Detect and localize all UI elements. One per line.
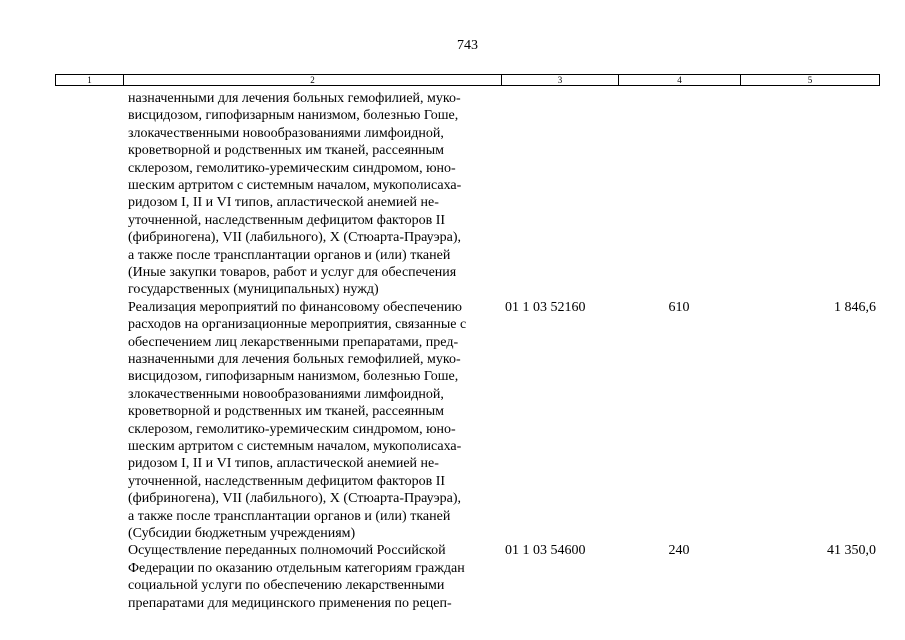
table-row (0, 299, 905, 543)
row-name-line: Осуществление переданных полномочий Российской (128, 543, 446, 559)
row-name-line: Федерации по оказанию отдельным категориям граждан (128, 560, 465, 576)
row-name-line: а также после трансплантации органов и (или) тканей (128, 247, 451, 263)
column-header-row (56, 75, 880, 86)
row-expense-type-cell: 240 (668, 543, 690, 559)
row-name-line: уточненной, наследственным дефицитом факторов II (128, 473, 446, 489)
row-name-line: назначенными для лечения больных гемофилией, муко- (128, 91, 461, 106)
row-code-cell: 01 1 03 54600 (505, 543, 586, 559)
budget-table-body (0, 90, 905, 612)
row-name-line: государственных (муниципальных) нужд) (128, 282, 379, 298)
row-name-line: кроветворной и родственных им тканей, рассеянным (128, 143, 445, 159)
row-name-line: Реализация мероприятий по финансовому обеспечению (128, 299, 462, 315)
row-name-line: ридозом I, II и VI типов, апластической анемией не- (128, 456, 439, 472)
row-name-line: препаратами для медицинского применения по рецеп- (128, 595, 452, 611)
row-name-line: (Иные закупки товаров, работ и услуг для обеспечения (128, 265, 457, 281)
table-row (0, 90, 905, 299)
row-expense-type-cell: 610 (668, 299, 690, 315)
row-name-line: (фибриногена), VII (лабильного), X (Стюарта-Прауэра), (128, 230, 461, 246)
row-name-line: расходов на организационные мероприятия, связанные с (128, 317, 467, 333)
row-name-line: склерозом, гемолитико-уремическим синдромом, юно- (128, 421, 456, 437)
row-name-line: склерозом, гемолитико-уремическим синдромом, юно- (128, 160, 456, 176)
row-name-line: висцидозом, гипофизарным нанизмом, болезнью Гоше, (128, 369, 459, 385)
row-name-cell (128, 299, 500, 543)
column-header-table (55, 74, 880, 86)
row-name-line: обеспечением лиц лекарственными препаратами, пред- (128, 334, 459, 350)
row-name-line: шеским артритом с системным началом, мукополисаха- (128, 439, 462, 455)
row-name-cell (128, 90, 500, 299)
row-amount-cell: 41 350,0 (827, 543, 876, 559)
row-name-line: уточненной, наследственным дефицитом факторов II (128, 212, 446, 228)
row-name-line: злокачественными новообразованиями лимфоидной, (128, 386, 444, 402)
row-amount-cell: 1 846,6 (834, 299, 876, 315)
row-code-cell: 01 1 03 52160 (505, 299, 586, 315)
row-name-line: (фибриногена), VII (лабильного), X (Стюарта-Прауэра), (128, 491, 461, 507)
row-name-line: социальной услуги по обеспечению лекарственными (128, 578, 445, 594)
page-number: 743 (457, 38, 478, 53)
column-header-5: 5 (741, 75, 880, 86)
row-name-line: (Субсидии бюджетным учреждениям) (128, 526, 356, 542)
column-header-2: 2 (124, 75, 502, 86)
row-name-line: шеским артритом с системным началом, мукополисаха- (128, 178, 462, 194)
column-header-3: 3 (502, 75, 619, 86)
row-name-line: ридозом I, II и VI типов, апластической анемией не- (128, 195, 439, 211)
row-name-line: висцидозом, гипофизарным нанизмом, болезнью Гоше, (128, 108, 459, 124)
table-row (0, 542, 905, 612)
column-header-4: 4 (619, 75, 741, 86)
row-name-line: злокачественными новообразованиями лимфоидной, (128, 125, 444, 141)
row-name-line: назначенными для лечения больных гемофилией, муко- (128, 352, 461, 368)
row-name-line: а также после трансплантации органов и (или) тканей (128, 508, 451, 524)
row-name-cell (128, 542, 500, 612)
column-header-1: 1 (56, 75, 124, 86)
row-name-line: кроветворной и родственных им тканей, рассеянным (128, 404, 445, 420)
